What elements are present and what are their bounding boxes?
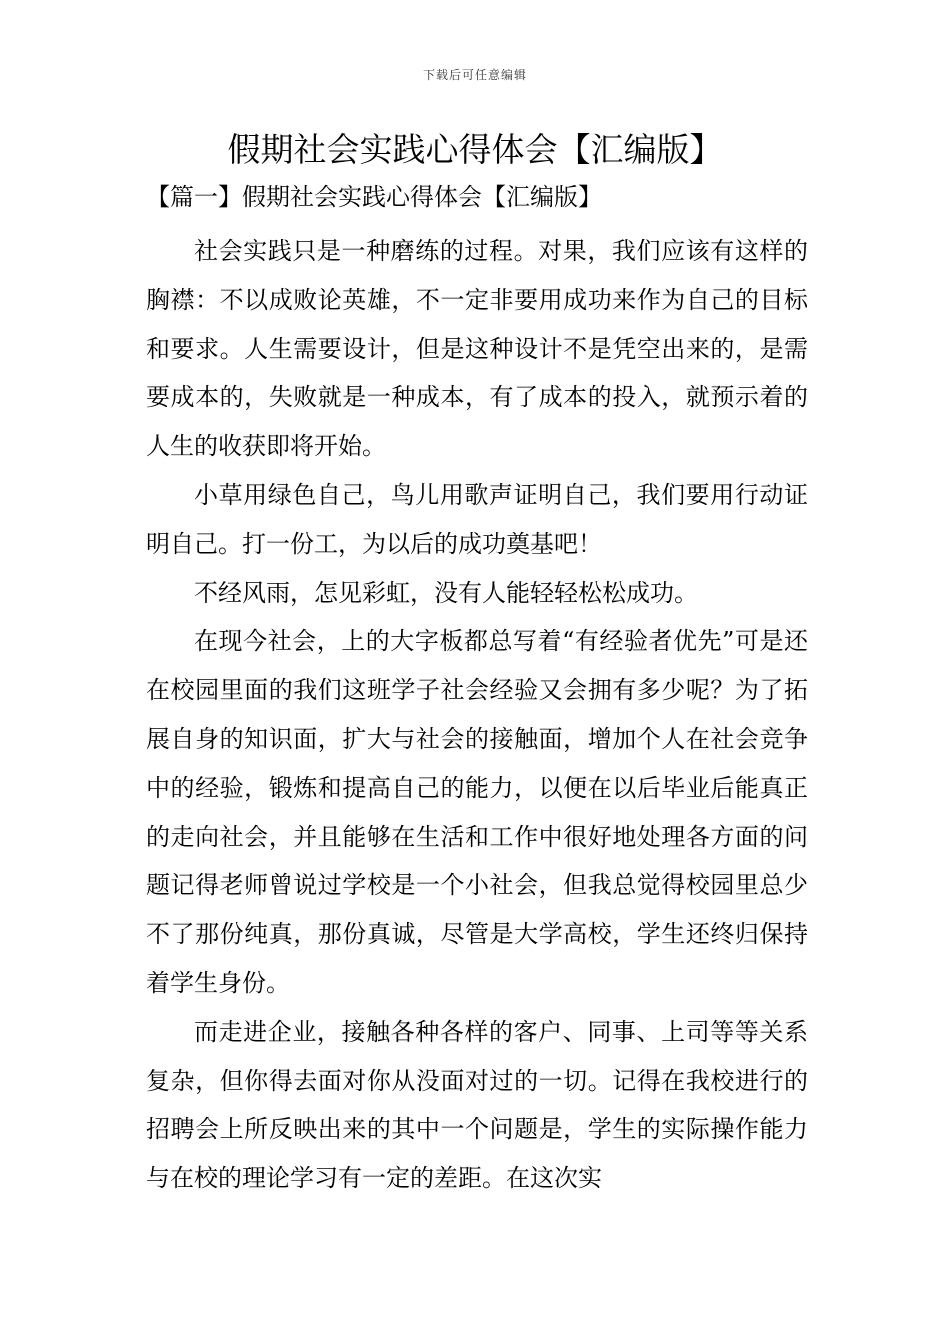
- section-heading: 【篇一】假期社会实践心得体会【汇编版】: [146, 183, 602, 211]
- document-body: [146, 227, 808, 1203]
- paragraph: 不经风雨，怎见彩虹，没有人能轻轻松松成功。: [194, 578, 698, 607]
- paragraph: 小草用绿色自己，鸟儿用歌声证明自己，我们要用行动证明自己。打一份工，为以后的成功奠基吧！: [146, 480, 808, 558]
- paragraph: 社会实践只是一种磨练的过程。对果，我们应该有这样的胸襟：不以成败论英雄，不一定非要用成功来作为自己的目标和要求。人生需要设计，但是这种设计不是凭空出来的，是需要成本的，失败就是一种成本，有了成本的投入，就预示着的人生的收获即将开始。: [146, 237, 808, 461]
- paragraph: 在现今社会，上的大字板都总写着“有经验者优先”可是还在校园里面的我们这班学子社会经验又会拥有多少呢？为了拓展自身的知识面，扩大与社会的接触面，增加个人在社会竞争中的经验，锻炼和提高自己的能力，以便在以后毕业后能真正的走向社会，并且能够在生活和工作中很好地处理各方面的问题记得老师曾说过学校是一个小社会，但我总觉得校园里总少不了那份纯真，那份真诚，尽管是大学高校，学生还终归保持着学生身份。: [146, 627, 808, 997]
- document-title: 假期社会实践心得体会【汇编版】: [227, 130, 723, 169]
- paragraph: 而走进企业，接触各种各样的客户、同事、上司等等关系复杂，但你得去面对你从没面对过的一切。记得在我校进行的招聘会上所反映出来的其中一个问题是，学生的实际操作能力与在校的理论学习有一定的差距。在这次实: [146, 1017, 808, 1193]
- header-note: 下载后可任意编辑: [422, 68, 527, 82]
